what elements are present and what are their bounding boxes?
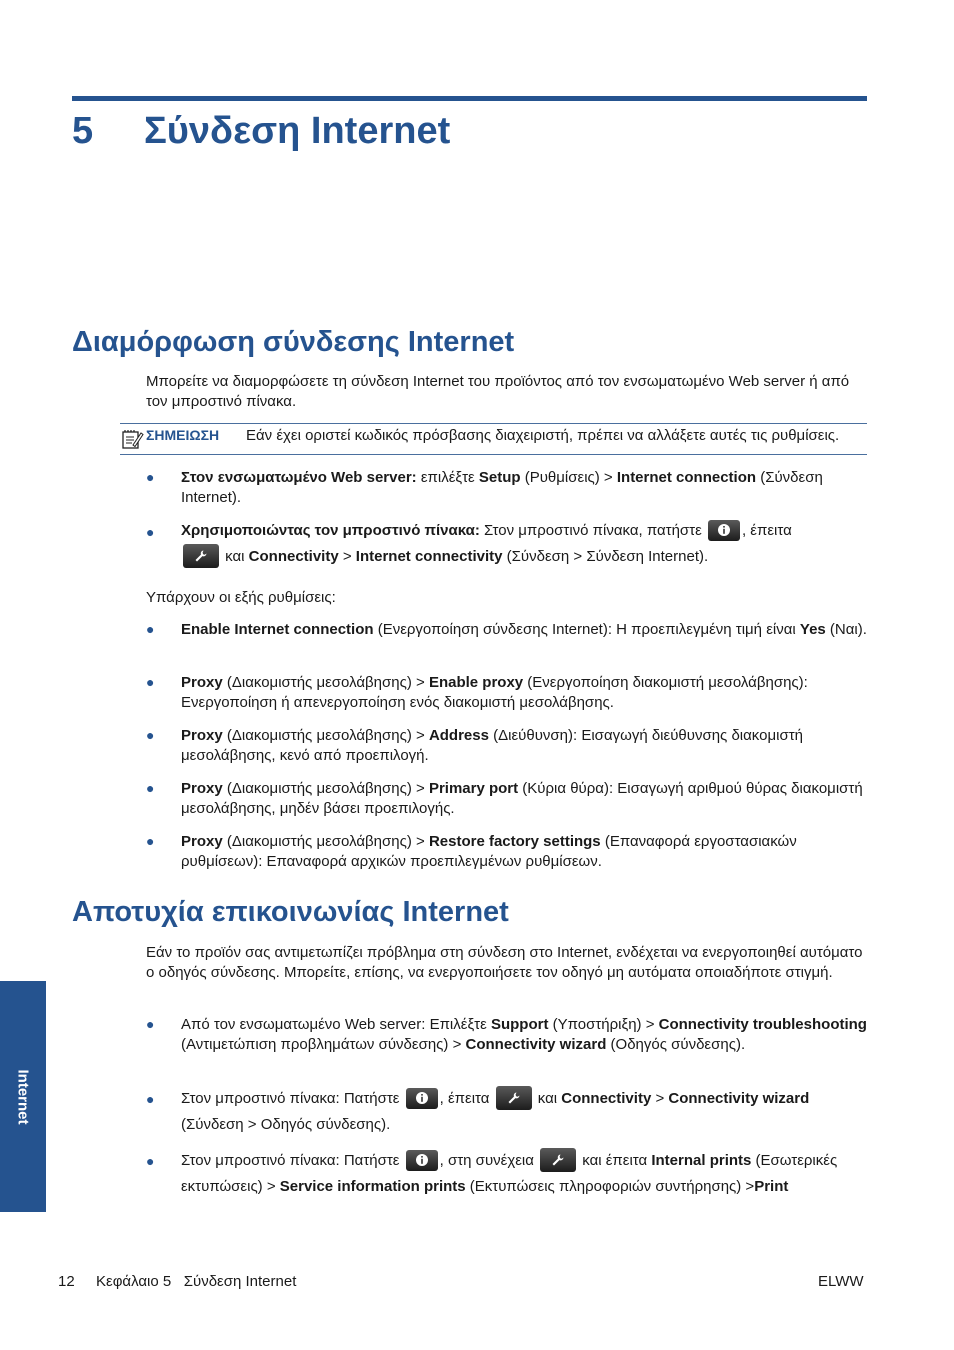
note-text: Εάν έχει οριστεί κωδικός πρόσβασης διαχειριστή, πρέπει να αλλάξετε αυτές τις ρυθμίσεις.	[246, 427, 840, 444]
bullet-icon: ●	[146, 621, 155, 637]
bullet-icon: ●	[146, 1016, 155, 1032]
bullet-icon: ●	[146, 1153, 155, 1169]
info-icon	[406, 1150, 438, 1171]
footer-chapter: Κεφάλαιο 5 Σύνδεση Internet	[96, 1273, 297, 1290]
settings-intro: Υπάρχουν οι εξής ρυθμίσεις:	[146, 589, 336, 606]
bullet-icon: ●	[146, 469, 155, 485]
note-box	[120, 423, 867, 455]
note-label: ΣΗΜΕΙΩΣΗ	[146, 427, 220, 443]
footer-code: ELWW	[818, 1273, 864, 1290]
list-item: ● Proxy (Διακομιστής μεσολάβησης) > Enable proxy (Ενεργοποίηση διακομιστή μεσολάβησης): Ενεργοποίηση ή απενεργοποίηση ενός διακομιστή μεσολάβησης.	[146, 674, 808, 711]
section2-intro: Εάν το προϊόν σας αντιμετωπίζει πρόβλημα στη σύνδεση στο Internet, ενδέχεται να ενεργοποιηθεί αυτόματο ο οδηγός σύνδεσης. Μπορείτε, επίσης, να ενεργοποιήσετε τον οδηγό μη αυτόματα οποιαδήποτε στιγμή.	[146, 944, 863, 981]
list-item: ● Proxy (Διακομιστής μεσολάβησης) > Restore factory settings (Επαναφορά εργοστασιακών ρυθμίσεων): Επαναφορά αρχικών προεπιλεγμένων ρυθμίσεων.	[146, 833, 797, 870]
list-item: ● Από τον ενσωματωμένο Web server: Επιλέξτε Support (Υποστήριξη) > Connectivity troubleshooting (Αντιμετώπιση προβλημάτων σύνδεσης) > Connectivity wizard (Οδηγός σύνδεσης).	[146, 1016, 867, 1053]
wrench-icon	[540, 1148, 576, 1172]
info-icon	[406, 1088, 438, 1109]
note-icon	[120, 428, 144, 450]
chapter-number: 5	[72, 110, 94, 152]
side-tab	[0, 981, 46, 1212]
bullet-icon: ●	[146, 833, 155, 849]
bullet-icon: ●	[146, 1091, 155, 1107]
page-number: 12	[58, 1273, 75, 1290]
section-title-configure: Διαμόρφωση σύνδεσης Internet	[72, 326, 515, 358]
bullet-icon: ●	[146, 674, 155, 690]
list-item: ● Στον ενσωματωμένο Web server: επιλέξτε Setup (Ρυθμίσεις) > Internet connection (Σύνδεση Internet).	[146, 469, 823, 506]
wrench-icon	[496, 1086, 532, 1110]
list-item: ● Enable Internet connection (Ενεργοποίηση σύνδεσης Internet): Η προεπιλεγμένη τιμή είναι Yes (Ναι).	[146, 621, 867, 638]
chapter-title-text: Σύνδεση Internet	[144, 110, 451, 152]
section1-intro: Μπορείτε να διαμορφώσετε τη σύνδεση Internet του προϊόντος από τον ενσωματωμένο Web server ή από τον μπροστινό πίνακα.	[146, 373, 850, 410]
section-title-failure: Αποτυχία επικοινωνίας Internet	[72, 896, 509, 928]
info-icon	[708, 520, 740, 541]
bullet-icon: ●	[146, 727, 155, 743]
list-item: ● Proxy (Διακομιστής μεσολάβησης) > Address (Διεύθυνση): Εισαγωγή διεύθυνσης διακομιστή μεσολάβησης, κενό από προεπιλογή.	[146, 727, 803, 764]
list-item: ● Proxy (Διακομιστής μεσολάβησης) > Primary port (Κύρια θύρα): Εισαγωγή αριθμού θύρας διακομιστή μεσολάβησης, μηδέν βάσει προεπιλογής.	[146, 780, 863, 817]
side-tab-label: Internet	[14, 1068, 32, 1125]
bullet-icon: ●	[146, 780, 155, 796]
chapter-rule	[72, 96, 867, 101]
list-item: ● Στον μπροστινό πίνακα: Πατήστε , στη συνέχεια και έπειτα Internal prints (Εσωτερικές εκτυπώσεις) > Service information prints (Εκτυπώσεις πληροφοριών συντήρησης) >Print	[146, 1148, 867, 1200]
bullet-icon: ●	[146, 524, 155, 540]
chapter-title	[72, 110, 450, 153]
wrench-icon	[183, 544, 219, 568]
list-item: ● Χρησιμοποιώντας τον μπροστινό πίνακα: Στον μπροστινό πίνακα, πατήστε , έπειτα και Connectivity > Internet connectivity (Σύνδεση > Σύνδεση Internet).	[146, 518, 867, 570]
list-item: ● Στον μπροστινό πίνακα: Πατήστε , έπειτα και Connectivity > Connectivity wizard (Σύνδεση > Οδηγός σύνδεσης).	[146, 1086, 867, 1138]
